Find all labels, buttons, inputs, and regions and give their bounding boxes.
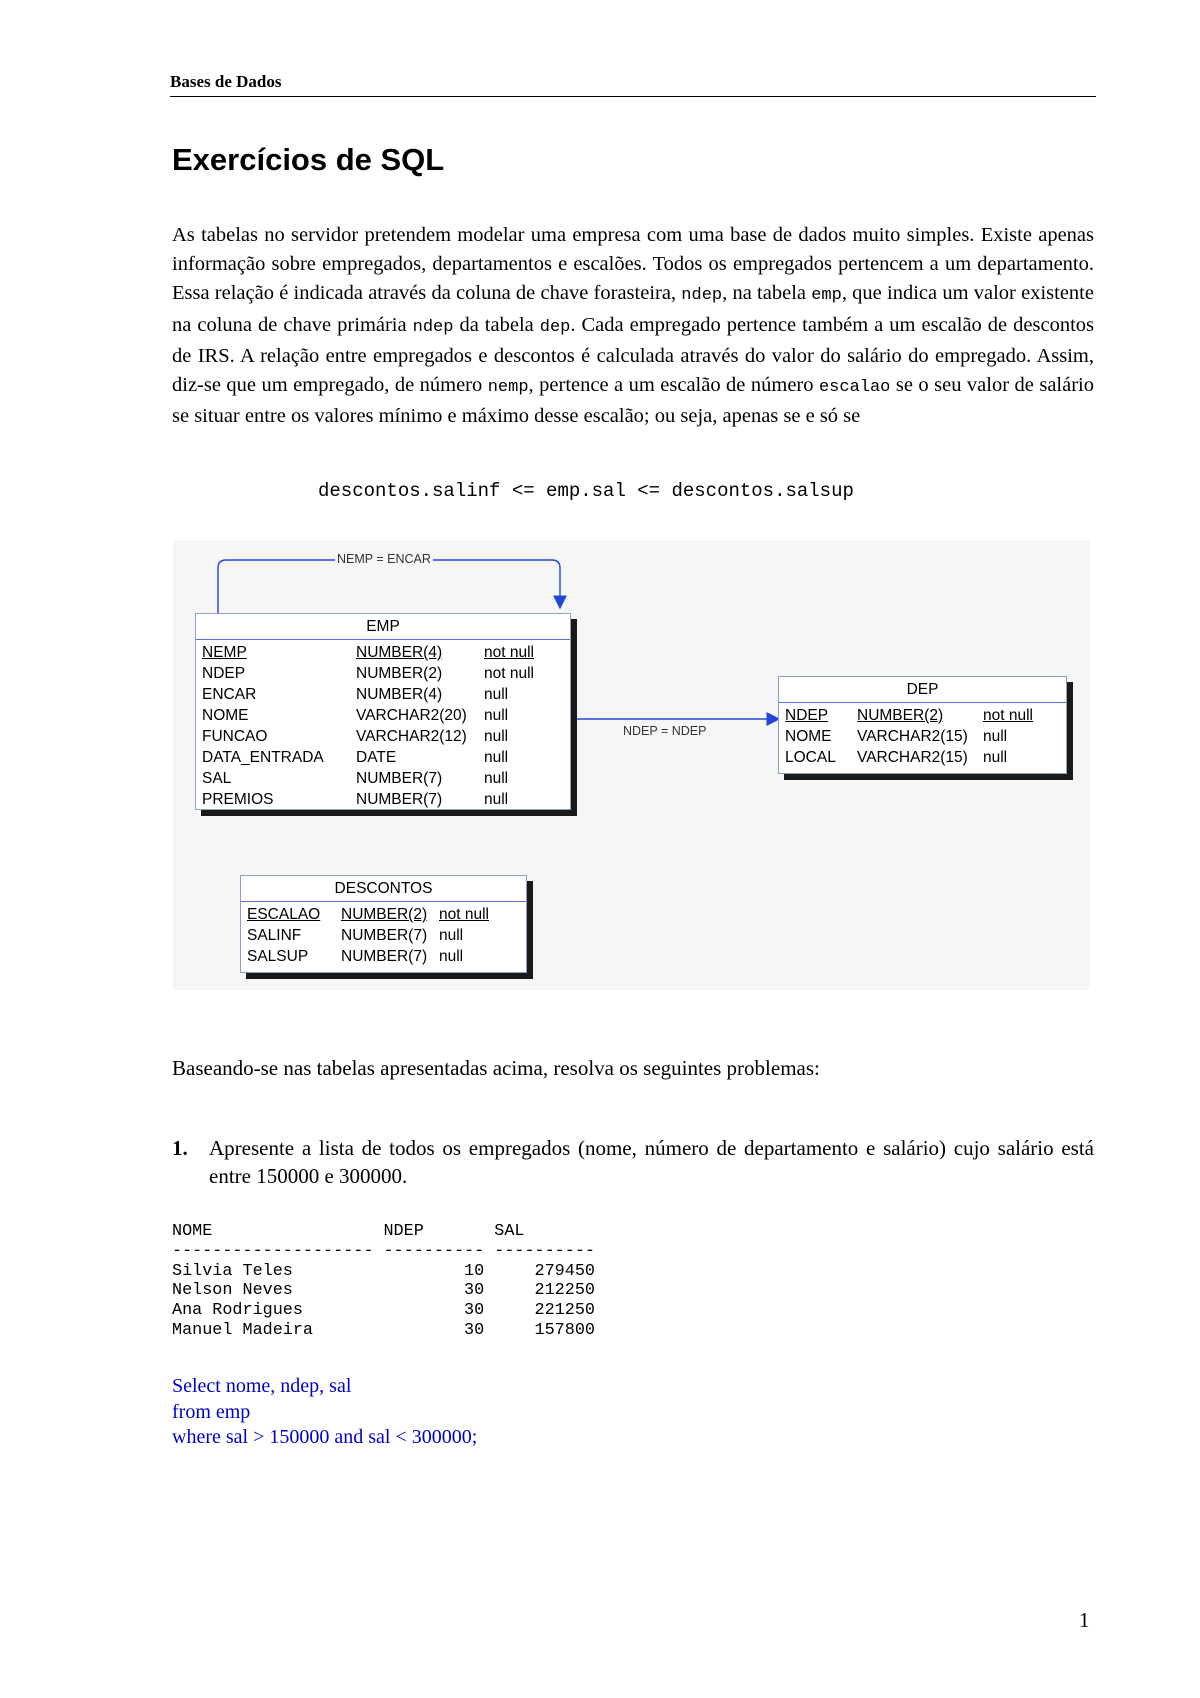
result-row: Ana Rodrigues 30 221250 <box>172 1301 595 1321</box>
entity-row <box>196 705 570 726</box>
entity-col: NOME <box>785 728 832 745</box>
entity-type: NUMBER(7) <box>356 791 443 808</box>
entity-null: not null <box>983 707 1033 724</box>
entity-col: PREMIOS <box>202 791 274 808</box>
entity-row <box>241 946 526 967</box>
question-text: Apresente a lista de todos os empregados (nome, número de departamento e salário) cujo salário está entre 150000 e 300000. <box>209 1136 1094 1188</box>
result-separator: -------------------- ---------- ---------- <box>172 1241 595 1261</box>
entity-col: FUNCAO <box>202 728 268 745</box>
page-number: 1 <box>1079 1608 1090 1632</box>
entity-row <box>779 726 1066 747</box>
entity-type: DATE <box>356 749 397 766</box>
entity-col: NDEP <box>785 707 829 724</box>
entity-dep <box>778 676 1067 774</box>
entity-null: null <box>484 770 509 787</box>
entity-type: VARCHAR2(15) <box>857 728 968 745</box>
entity-row <box>196 663 570 684</box>
sql-line: where sal > 150000 and sal < 300000; <box>172 1426 478 1448</box>
entity-row <box>779 705 1066 726</box>
entity-type: NUMBER(2) <box>356 665 443 682</box>
entity-type: NUMBER(4) <box>356 644 443 661</box>
entity-type: VARCHAR2(12) <box>356 728 467 745</box>
instructions: Baseando-se nas tabelas apresentadas acima, resolva os seguintes problemas: <box>172 1056 820 1080</box>
entity-col: NEMP <box>202 644 247 661</box>
question-1 <box>172 1134 1094 1190</box>
rel-label-dep: NDEP = NDEP <box>623 724 707 738</box>
entity-null: null <box>484 707 509 724</box>
result-header: NOME NDEP SAL <box>172 1222 525 1241</box>
intro-paragraph: As tabelas no servidor pretendem modelar uma empresa com uma base de dados muito simples. Existe apenas informação sobre empregados, departamentos e escalões. Todos os empregados pertencem a um departamento. Essa relação é indicada através da coluna de chave forasteira, ndep, na tabela emp, que indica um valor existente na coluna de chave primária ndep da tabela dep. Cada empregado pertence também a um escalão de descontos de IRS. A relação entre empregados e descontos é calculada através do valor do salário do empregado. Assim, diz-se que um empregado, de número nemp, pertence a um escalão de número escalao se o seu valor de salário se situar entre os valores mínimo e máximo desse escalão; ou seja, apenas se e só se <box>172 224 1095 428</box>
page-title: Exercícios de SQL <box>172 142 445 177</box>
entity-row <box>196 768 570 789</box>
entity-null: null <box>484 749 509 766</box>
er-diagram <box>173 540 1090 990</box>
entity-col: SALSUP <box>247 948 309 965</box>
rel-label-self: NEMP = ENCAR <box>337 552 431 566</box>
entity-type: NUMBER(4) <box>356 686 443 703</box>
entity-emp <box>195 613 571 810</box>
entity-col: ESCALAO <box>247 906 321 923</box>
entity-null: null <box>439 948 464 965</box>
entity-type: NUMBER(7) <box>341 948 428 965</box>
entity-title: DEP <box>779 677 1066 703</box>
entity-type: VARCHAR2(20) <box>356 707 467 724</box>
entity-null: not null <box>484 644 534 661</box>
entity-type: NUMBER(7) <box>356 770 443 787</box>
entity-col: NDEP <box>202 665 246 682</box>
header-rule <box>170 96 1096 97</box>
self-relationship-line <box>218 560 560 616</box>
sql-answer <box>172 1374 477 1451</box>
entity-row <box>196 747 570 768</box>
entity-title: DESCONTOS <box>241 876 526 902</box>
entity-row <box>241 904 526 925</box>
entity-col: ENCAR <box>202 686 257 703</box>
formula: descontos.salinf <= emp.sal <= descontos.salsup <box>318 480 854 502</box>
entity-row <box>779 747 1066 768</box>
entity-title: EMP <box>196 614 570 640</box>
entity-col: SAL <box>202 770 232 787</box>
entity-type: NUMBER(7) <box>341 927 428 944</box>
sql-line: Select nome, ndep, sal <box>172 1375 352 1397</box>
entity-row <box>196 789 570 810</box>
entity-null: null <box>983 749 1008 766</box>
result-row: Nelson Neves 30 212250 <box>172 1281 595 1301</box>
sql-line: from emp <box>172 1400 251 1423</box>
entity-null: null <box>439 927 464 944</box>
query-result <box>172 1222 595 1341</box>
running-header: Bases de Dados <box>170 72 282 91</box>
entity-null: null <box>983 728 1008 745</box>
entity-col: NOME <box>202 707 249 724</box>
entity-row <box>196 684 570 705</box>
result-row: Silvia Teles 10 279450 <box>172 1261 595 1281</box>
entity-type: NUMBER(2) <box>341 906 428 923</box>
result-row: Manuel Madeira 30 157800 <box>172 1320 595 1340</box>
entity-null: null <box>484 686 509 703</box>
question-number: 1. <box>172 1136 188 1160</box>
entity-descontos <box>240 875 527 973</box>
entity-null: not null <box>484 665 534 682</box>
entity-row <box>241 925 526 946</box>
entity-type: VARCHAR2(15) <box>857 749 968 766</box>
entity-col: SALINF <box>247 927 302 944</box>
entity-row <box>196 642 570 663</box>
entity-null: null <box>484 728 509 745</box>
entity-null: not null <box>439 906 489 923</box>
entity-col: DATA_ENTRADA <box>202 749 324 766</box>
entity-col: LOCAL <box>785 749 836 766</box>
entity-type: NUMBER(2) <box>857 707 944 724</box>
entity-null: null <box>484 791 509 808</box>
entity-row <box>196 726 570 747</box>
